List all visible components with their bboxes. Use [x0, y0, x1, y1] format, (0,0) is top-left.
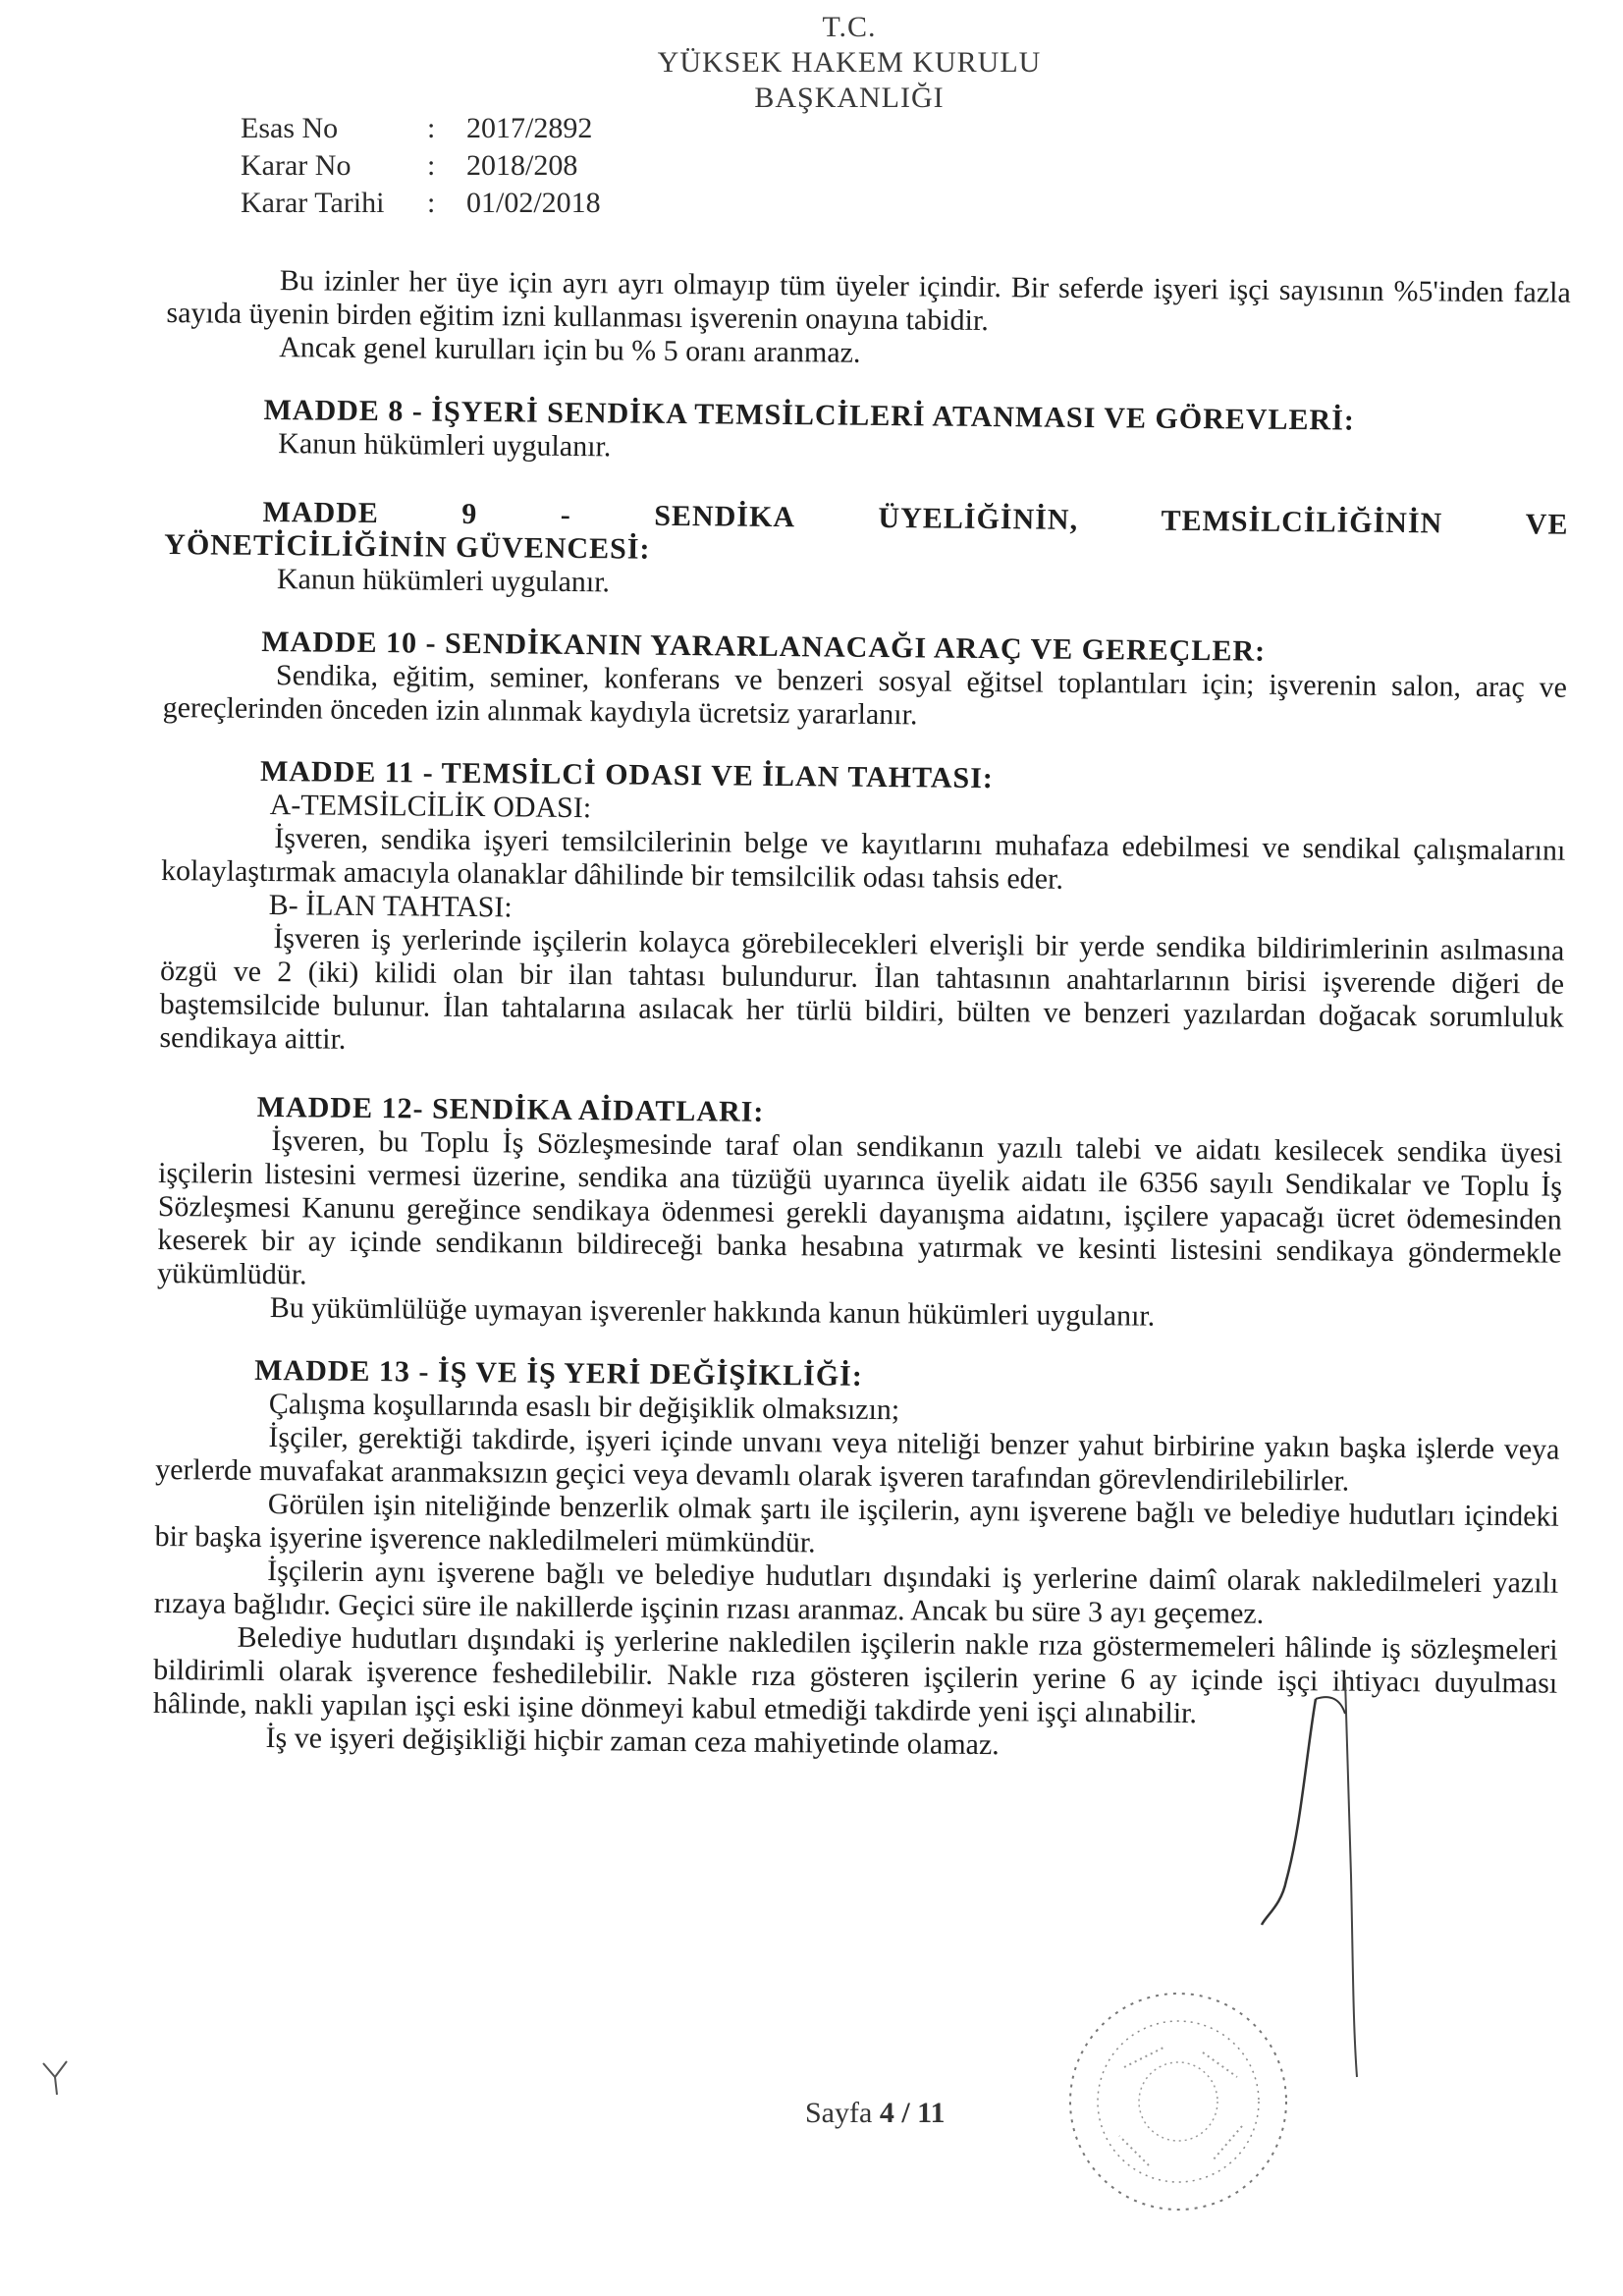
madde-13-title: MADDE 13 - İŞ VE İŞ YERİ DEĞİŞİKLİĞİ:: [254, 1353, 863, 1393]
meta-sep: :: [427, 112, 436, 144]
madde-8-text: Kanun hükümleri uygulanır.: [278, 427, 612, 464]
seal-stamp: [1055, 1979, 1301, 2224]
madde-9-word: TEMSİLCİLİĞİNİN: [1161, 504, 1443, 540]
meta-key: Karar Tarihi: [241, 187, 385, 219]
header-line-court: YÜKSEK HAKEM KURULU: [657, 46, 1042, 79]
page-label: Sayfa: [805, 2097, 873, 2129]
case-meta: [241, 110, 601, 222]
madde-11-text-b: İşveren iş yerlerinde işçilerin kolayca görebilecekleri elverişli bir yerde sendika bildirimlerinin asılmasına özgü ve 2 (iki) kilidi olan bir ilan tahtası bulundurur. İlan tahtasının anahtarlarının birisi işverende diğeri de baştemsilcide bulunur. İlan tahtalarına asılacak her türlü bildiri, bülten ve benzeri yazılardan doğacak sorumluluk sendikaya aittir.: [159, 922, 1565, 1056]
meta-row-tarih: [241, 185, 601, 222]
madde-11-title: MADDE 11 - TEMSİLCİ ODASI VE İLAN TAHTASI:: [259, 754, 995, 795]
meta-key: Karar No: [241, 149, 352, 182]
court-header: [628, 10, 1070, 116]
madde-8-title: MADDE 8 - İŞYERİ SENDİKA TEMSİLCİLERİ ATANMASI VE GÖREVLERİ:: [263, 393, 1356, 437]
meta-sep: :: [427, 149, 436, 182]
meta-key: Esas No: [241, 112, 339, 144]
page-value: 4 / 11: [879, 2097, 946, 2129]
meta-value: 2017/2892: [466, 112, 593, 144]
madde-11-subtitle-b: B- İLAN TAHTASI:: [268, 889, 513, 924]
madde-9-text: Kanun hükümleri uygulanır.: [276, 563, 611, 599]
meta-sep: :: [427, 187, 436, 219]
madde-9-word: VE: [1525, 508, 1569, 541]
intro-paragraph-2: Ancak genel kurulları için bu % 5 oranı aranmaz.: [279, 331, 861, 369]
madde-12-title: MADDE 12- SENDİKA AİDATLARI:: [256, 1090, 765, 1128]
madde-12-text: İşveren, bu Toplu İş Sözleşmesinde taraf olan sendikanın yazılı talebi ve aidatı kesilecek sendika üyesi işçilerin listesini vermesi üzerine, sendika ana tüzüğü uyarınca üyelik aidatı ile 6356 sayılı Sendikalar ve Toplu İş Sözleşmesi Kanunu gereğince sendikaya ödenmesi gerekli dayanışma aidatını, işçilere yapacağı ücret ödemesinden keserek bir ay içinde sendikanın bildireceği banka hesabına yatırmak ve kesinti listesini sendikaya göndermekle yükümlüdür.: [156, 1124, 1563, 1291]
madde-9-word: MADDE: [262, 495, 380, 530]
madde-9-word: 9: [461, 497, 478, 531]
header-line-presidency: BAŞKANLIĞI: [754, 82, 945, 114]
madde-13-text-1: Çalışma koşullarında esaslı bir değişiklik olmaksızın;: [268, 1388, 900, 1427]
madde-13-text-3: Görülen işin niteliğinde benzerlik olmak şartı ile işçilerin, aynı işverene bağlı ve belediye hudutları içindeki bir başka işyerine işverence nakledilmeleri mümkündür.: [154, 1488, 1559, 1559]
madde-11-text-a: İşveren, sendika işyeri temsilcilerinin belge ve kayıtlarını muhafaza edebilmesi ve sendikal çalışmalarını kolaylaştırmak amacıyla olanaklar dâhilinde bir temsilcilik odası tahsis eder.: [160, 822, 1566, 896]
meta-row-karar: [241, 147, 601, 185]
document-body: [152, 263, 1571, 1768]
madde-9-word: -: [560, 498, 572, 531]
margin-mark: [39, 2057, 73, 2097]
meta-value: 01/02/2018: [466, 187, 601, 219]
meta-value: 2018/208: [466, 149, 578, 182]
madde-13-text-2: İşçiler, gerektiği takdirde, işyeri içinde unvanı veya niteliği benzer yahut birbirine yakın başka işlerde veya yerlerde muvafakat aranmaksızın geçici veya devamlı olarak işveren tarafından görevlendirilebilirler.: [155, 1421, 1560, 1498]
madde-13-text-4: İşçilerin aynı işverene bağlı ve belediye hudutları dışındaki iş yerlerine daimî olarak nakledilmeleri yazılı rızaya bağlıdır. Geçici süre ile nakillerde işçinin rızası aranmaz. Ancak bu süre 3 ayı geçemez.: [153, 1555, 1559, 1630]
madde-10-title: MADDE 10 - SENDİKANIN YARARLANACAĞI ARAÇ VE GEREÇLER:: [261, 625, 1267, 668]
header-line-tc: T.C.: [822, 11, 877, 43]
meta-row-esas: [241, 110, 601, 147]
madde-9-title-line2: YÖNETİCİLİĞİNİN GÜVENCESİ:: [164, 527, 651, 566]
page-number: [805, 2097, 946, 2130]
madde-11-subtitle-a: A-TEMSİLCİLİK ODASI:: [269, 789, 592, 825]
madde-12-text-2: Bu yükümlülüğe uymayan işverenler hakkında kanun hükümleri uygulanır.: [269, 1291, 1156, 1333]
madde-13-text-6: İş ve işyeri değişikliği hiçbir zaman ceza mahiyetinde olamaz.: [265, 1722, 1000, 1762]
madde-9-word: ÜYELİĞİNİN,: [878, 501, 1079, 536]
madde-9-word: SENDİKA: [654, 499, 796, 534]
madde-10-text: Sendika, eğitim, seminer, konferans ve benzeri sosyal eğitsel toplantıları için; işverenin salon, araç ve gereçlerinden önceden izin alınmak kaydıyla ücretsiz yararlanır.: [162, 659, 1568, 732]
intro-paragraph: Bu izinler her üye için ayrı ayrı olmayıp tüm üyeler içindir. Bir seferde işyeri işçi sayısının %5'inden fazla sayıda üyenin birden eğitim izni kullanması işverenin onayına tabidir.: [166, 264, 1571, 338]
madde-13-text-5: Belediye hudutları dışındaki iş yerlerine nakledilen işçilerin nakle rıza göstermemeleri hâlinde iş sözleşmeleri bildirimli olarak işverence feshedilebilir. Nakle rıza gösteren işçilerin yerine 6 ay içinde işçi ihtiyacı duyulması hâlinde, nakli yapılan işçi eski işine dönmeyi kabul etmediği takdirde yeni işçi alınabilir.: [152, 1620, 1558, 1730]
